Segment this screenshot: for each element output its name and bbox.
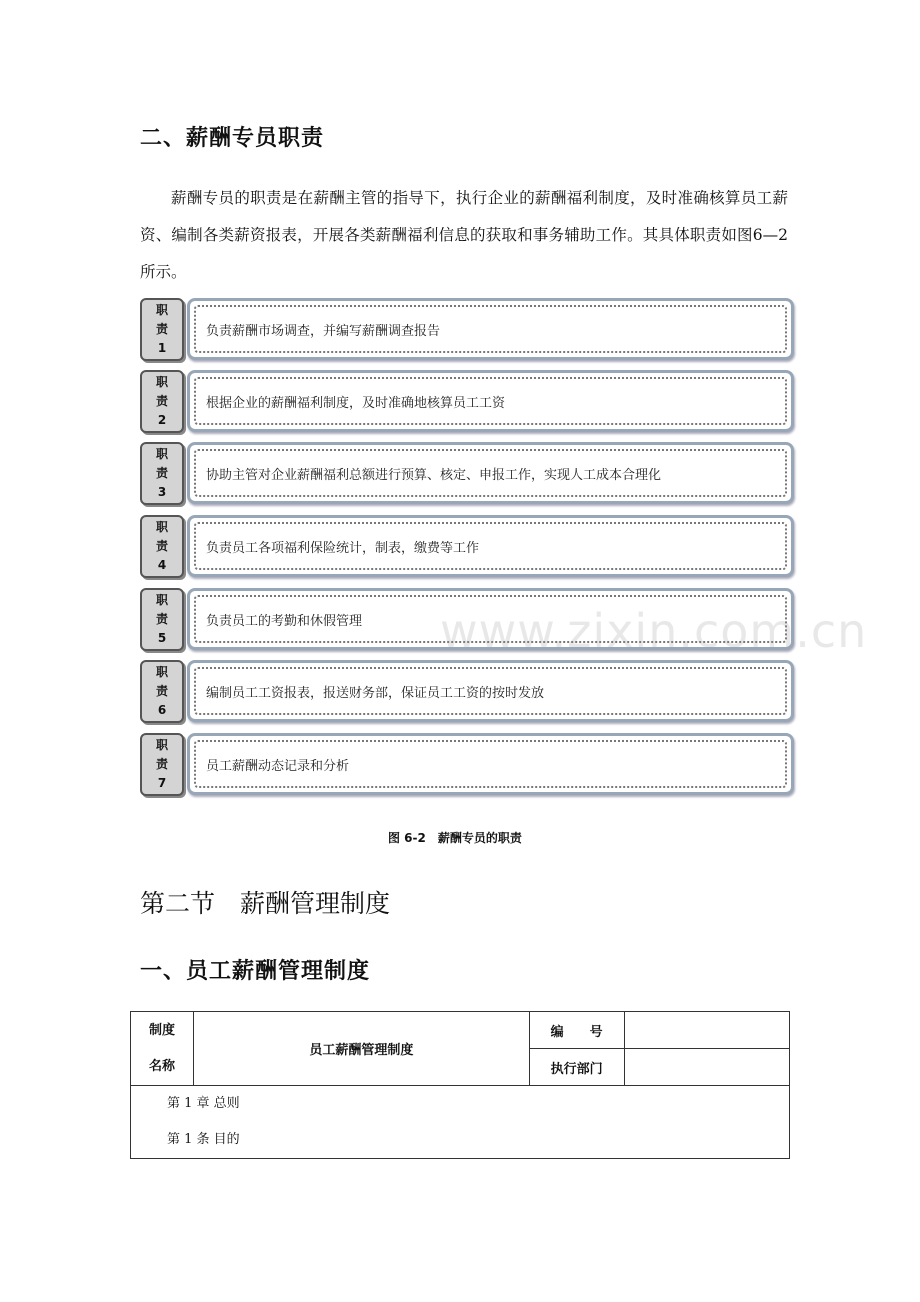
duty-row-2 — [140, 370, 794, 432]
duty-tag-char: 职 — [155, 375, 168, 389]
policy-body-cell — [131, 1086, 790, 1159]
duty-tag-char: 职 — [155, 520, 168, 534]
duty-tag-char: 责 — [155, 757, 168, 771]
duty-text-4: 负责员工各项福利保险统计，制表，缴费等工作 — [206, 540, 480, 556]
duty-row-5 — [140, 588, 794, 650]
duty-tag-char: 职 — [155, 593, 168, 607]
duty-tag-number: 6 — [157, 703, 167, 717]
duty-tag-1 — [140, 298, 184, 361]
duty-tag-char: 职 — [155, 303, 168, 317]
duty-text-6: 编制员工工资报表，报送财务部，保证员工工资的按时发放 — [206, 685, 545, 701]
watermark: www.zixin.com.cn — [440, 604, 868, 658]
duty-box-1 — [187, 298, 794, 360]
duty-text-3: 协助主管对企业薪酬福利总额进行预算、核定、申报工作，实现人工成本合理化 — [206, 467, 662, 483]
duty-tag-number: 2 — [157, 413, 167, 427]
duty-tag-number: 1 — [157, 341, 167, 355]
duty-tag-7 — [140, 733, 184, 796]
number-label: 编 号 — [529, 1012, 624, 1049]
duty-text-1: 负责薪酬市场调查，并编写薪酬调查报告 — [206, 323, 441, 339]
duty-tag-char: 职 — [155, 665, 168, 679]
duty-tag-char: 职 — [155, 738, 168, 752]
duty-box-2 — [187, 370, 794, 432]
duty-box-6 — [187, 660, 794, 722]
figure-caption: 图 6-2 薪酬专员的职责 — [388, 831, 522, 845]
duty-tag-3 — [140, 442, 184, 505]
policy-table — [130, 1011, 790, 1159]
duty-tag-number: 5 — [157, 631, 167, 645]
duty-text-2: 根据企业的薪酬福利制度，及时准确地核算员工工资 — [206, 395, 506, 411]
duty-box-3 — [187, 442, 794, 504]
duty-box-4 — [187, 515, 794, 577]
duty-tag-5 — [140, 588, 184, 651]
duty-tag-char: 职 — [155, 447, 168, 461]
duty-tag-char: 责 — [155, 466, 168, 480]
duty-row-7 — [140, 733, 794, 795]
system-name-label-cell — [131, 1012, 194, 1086]
duty-tag-6 — [140, 660, 184, 723]
duty-text-7: 员工薪酬动态记录和分析 — [206, 758, 350, 774]
duty-row-3 — [140, 442, 794, 504]
section-heading: 二、薪酬专员职责 — [140, 126, 325, 151]
chapter-line: 第 1 章 总则 — [167, 1096, 240, 1111]
subsection-heading: 一、员工薪酬管理制度 — [140, 959, 371, 984]
intro-paragraph: 薪酬专员的职责是在薪酬主管的指导下，执行企业的薪酬福利制度，及时准确核算员工薪资、编制各类薪资报表，开展各类薪酬福利信息的获取和事务辅助工作。其具体职责如图6—2所示。 — [140, 189, 788, 281]
duty-row-1 — [140, 298, 794, 360]
duty-tag-char: 责 — [155, 612, 168, 626]
duty-row-6 — [140, 660, 794, 722]
duty-row-4 — [140, 515, 794, 577]
dept-value — [624, 1049, 789, 1086]
duty-tag-number: 7 — [157, 776, 167, 790]
duty-box-7 — [187, 733, 794, 795]
duty-tag-char: 责 — [155, 322, 168, 336]
number-value — [624, 1012, 789, 1049]
duty-tag-char: 责 — [155, 394, 168, 408]
duty-tag-2 — [140, 370, 184, 433]
duty-tag-4 — [140, 515, 184, 578]
duty-tag-number: 4 — [157, 558, 167, 572]
duty-tag-char: 责 — [155, 684, 168, 698]
duty-box-5 — [187, 588, 794, 650]
chapter-heading: 第二节 薪酬管理制度 — [140, 889, 391, 918]
system-name-label-line1: 制度 — [149, 1022, 176, 1038]
system-name-label-line2: 名称 — [149, 1058, 176, 1074]
system-name-value: 员工薪酬管理制度 — [194, 1012, 530, 1086]
dept-label: 执行部门 — [529, 1049, 624, 1086]
article-line: 第 1 条 目的 — [167, 1132, 240, 1147]
duty-text-5: 负责员工的考勤和休假管理 — [206, 613, 363, 629]
duty-tag-char: 责 — [155, 539, 168, 553]
duty-tag-number: 3 — [157, 485, 167, 499]
